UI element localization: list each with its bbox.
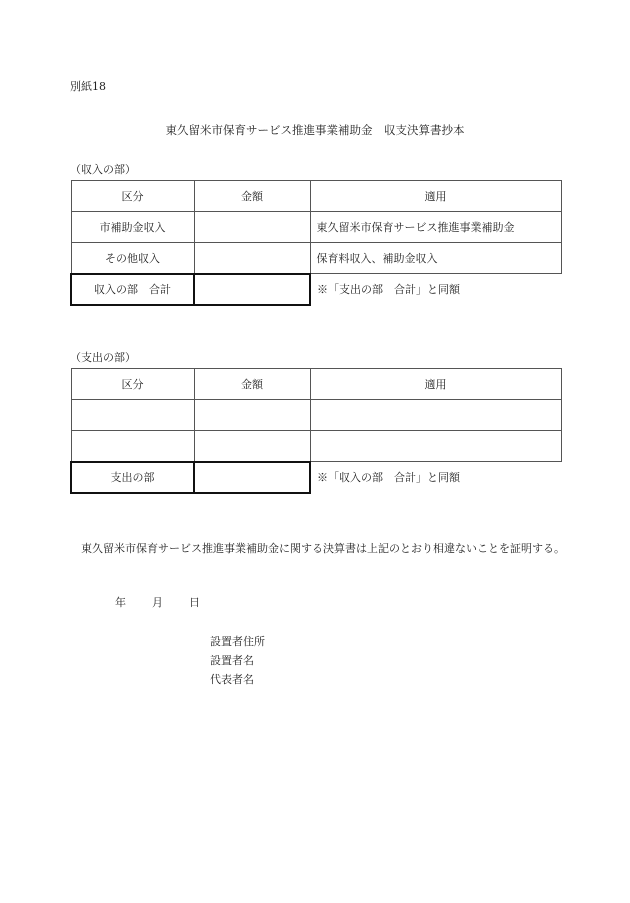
row-amount [194,431,310,462]
row-note [310,431,561,462]
row-amount [194,212,310,243]
row-category [71,400,194,431]
table-row [71,243,561,274]
table-row [71,212,561,243]
row-amount [194,400,310,431]
income-section-label: （収入の部） [70,163,136,176]
signature-address-label: 設置者住所 [210,635,265,648]
total-note: ※「支出の部 合計」と同額 [310,274,561,305]
expense-table [70,368,562,494]
document-id-label: 別紙18 [70,80,106,93]
row-category: その他収入 [71,243,194,274]
expense-header-row [71,369,561,400]
date-day: 日 [189,596,200,609]
row-note: 東久留米市保育サービス推進事業補助金 [310,212,561,243]
header-amount: 金額 [194,181,310,212]
header-note: 適用 [310,181,561,212]
total-amount [194,274,310,305]
total-category: 支出の部 [71,462,194,493]
total-note: ※「収入の部 合計」と同額 [310,462,561,493]
header-amount: 金額 [194,369,310,400]
certification-text: 東久留米市保育サービス推進事業補助金に関する決算書は上記のとおり相違ないことを証明する。 [70,542,565,555]
total-category: 収入の部 合計 [71,274,194,305]
date-line [115,594,200,610]
row-category: 市補助金収入 [71,212,194,243]
income-header-row [71,181,561,212]
header-category: 区分 [71,181,194,212]
expense-total-row [71,462,561,493]
row-note: 保育料収入、補助金収入 [310,243,561,274]
signature-name-label: 設置者名 [210,654,254,667]
income-total-row [71,274,561,305]
header-note: 適用 [310,369,561,400]
total-amount [194,462,310,493]
income-table [70,180,562,306]
row-amount [194,243,310,274]
row-category [71,431,194,462]
date-year: 年 [115,596,126,609]
table-row [71,431,561,462]
date-month: 月 [152,596,163,609]
signature-representative-label: 代表者名 [210,673,254,686]
table-row [71,400,561,431]
header-category: 区分 [71,369,194,400]
row-note [310,400,561,431]
expense-section-label: （支出の部） [70,351,136,364]
document-title: 東久留米市保育サービス推進事業補助金 収支決算書抄本 [165,123,465,137]
